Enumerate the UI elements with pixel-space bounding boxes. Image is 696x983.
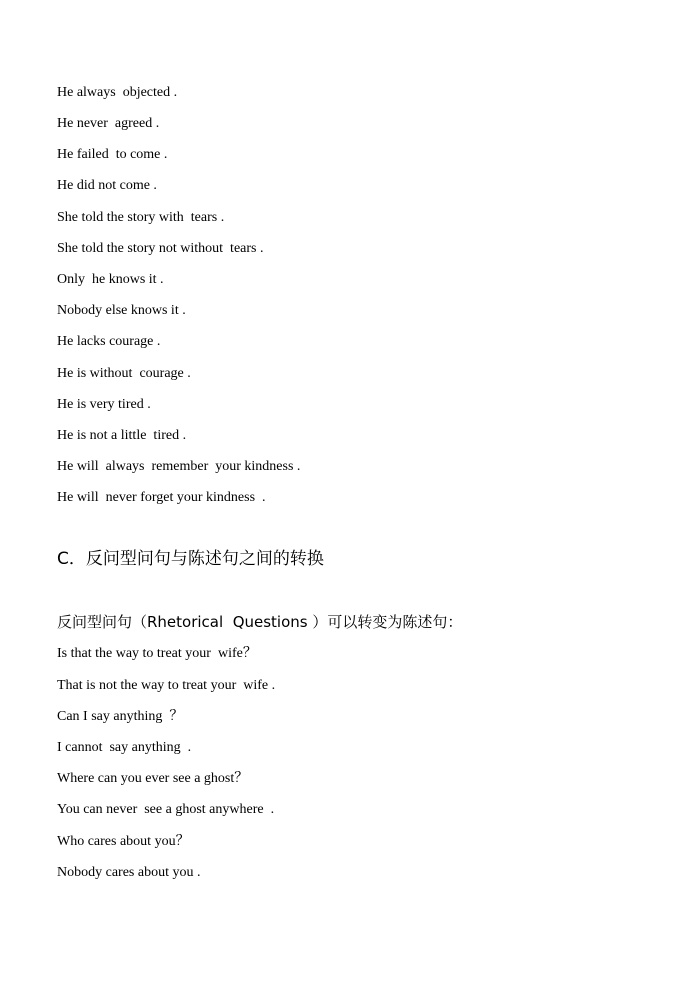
sentence-line: He always objected . — [57, 85, 178, 100]
sentence-line: She told the story with tears . — [57, 210, 225, 225]
sentence-line: He never agreed . — [57, 116, 160, 131]
sentence-line: He lacks courage . — [57, 334, 161, 349]
sentence-line: He is without courage . — [57, 366, 191, 381]
sentence-line: He is not a little tired . — [57, 428, 187, 443]
sentence-line: Can I say anything ？ — [57, 709, 184, 724]
sentence-line: Where can you ever see a ghost？ — [57, 771, 249, 786]
sentence-line: He will always remember your kindness . — [57, 459, 301, 474]
sentence-line: That is not the way to treat your wife . — [57, 678, 276, 693]
sentence-line: He failed to come . — [57, 147, 168, 162]
sentence-line: I cannot say anything . — [57, 740, 192, 755]
sentence-line: He will never forget your kindness . — [57, 490, 266, 505]
section-intro: 反问型问句（Rhetorical Questions ）可以转变为陈述句： — [57, 613, 463, 631]
sentence-line: Nobody else knows it . — [57, 303, 186, 318]
section-heading: C．反问型问句与陈述句之间的转换 — [57, 549, 324, 569]
sentence-line: Who cares about you？ — [57, 834, 190, 849]
sentence-line: You can never see a ghost anywhere . — [57, 802, 275, 817]
sentence-line: He did not come . — [57, 178, 157, 193]
sentence-line: She told the story not without tears . — [57, 241, 264, 256]
sentence-line: Only he knows it . — [57, 272, 164, 287]
sentence-line: Nobody cares about you . — [57, 865, 201, 880]
sentence-line: He is very tired . — [57, 397, 151, 412]
sentence-line: Is that the way to treat your wife？ — [57, 646, 257, 661]
